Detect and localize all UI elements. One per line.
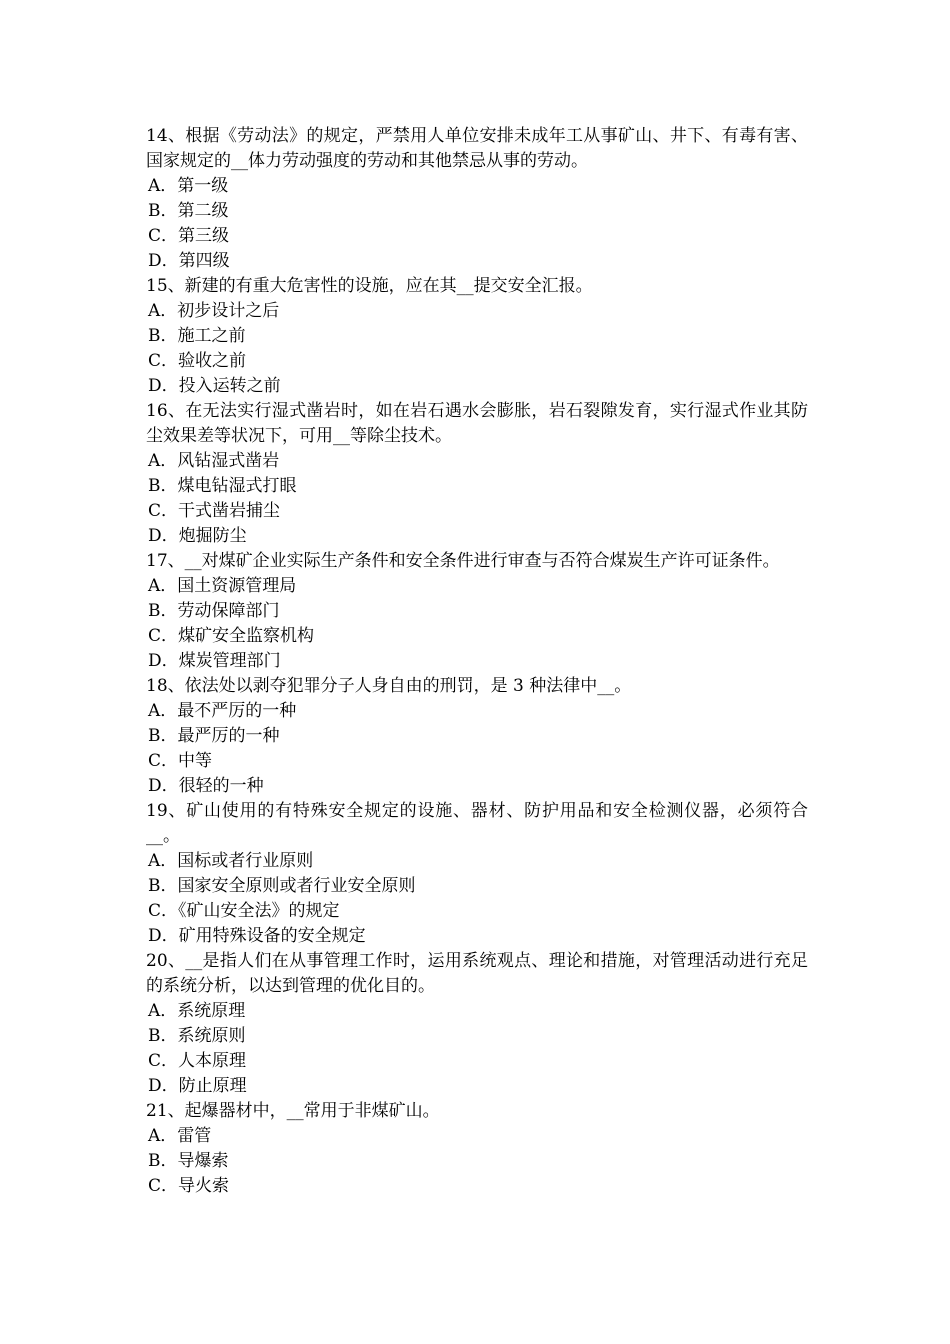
option-d: D．矿用特殊设备的安全规定 [148,926,366,946]
question-17 [146,549,808,674]
option-b: B．劳动保障部门 [148,601,280,621]
option-d: D．煤炭管理部门 [148,651,281,671]
option-a: A．初步设计之后 [148,301,280,321]
option-a: A．国土资源管理局 [148,576,297,596]
option-b: B．导爆索 [148,1151,229,1171]
option-a: A．第一级 [148,176,229,196]
option-a: A．风钻湿式凿岩 [148,451,280,471]
option-c: C．中等 [148,751,213,771]
question-20 [146,949,808,1099]
option-a: A．系统原理 [148,1001,246,1021]
option-c: C．验收之前 [148,351,247,371]
question-text: 15、新建的有重大危害性的设施，应在其__提交安全汇报。 [146,276,593,296]
option-d: D．炮掘防尘 [148,526,247,546]
question-15 [146,274,808,399]
question-text: 18、依法处以剥夺犯罪分子人身自由的刑罚，是 3 种法律中__。 [146,676,632,696]
option-b: B．国家安全原则或者行业安全原则 [148,876,416,896]
question-21 [146,1099,808,1199]
option-a: A．最不严厉的一种 [148,701,297,721]
option-b: B．最严厉的一种 [148,726,280,746]
option-c: C．导火索 [148,1176,230,1196]
option-d: D．投入运转之前 [148,376,281,396]
option-c: C．煤矿安全监察机构 [148,626,315,646]
question-text: 14、根据《劳动法》的规定，严禁用人单位安排未成年工从事矿山、井下、有毒有害、国家规定的__体力劳动强度的劳动和其他禁忌从事的劳动。 [146,126,808,171]
option-c: C．干式凿岩捕尘 [148,501,281,521]
question-text: 16、在无法实行湿式凿岩时，如在岩石遇水会膨胀，岩石裂隙发育，实行湿式作业其防尘效果差等状况下，可用__等除尘技术。 [146,401,808,446]
question-18 [146,674,808,799]
question-14 [146,124,808,274]
option-d: D．很轻的一种 [148,776,264,796]
option-b: B．煤电钻湿式打眼 [148,476,297,496]
question-19 [146,799,808,949]
question-text: 21、起爆器材中，__常用于非煤矿山。 [146,1101,440,1121]
option-d: D．防止原理 [148,1076,247,1096]
option-b: B．施工之前 [148,326,246,346]
option-d: D．第四级 [148,251,230,271]
option-c: C．第三级 [148,226,230,246]
question-text: 19、矿山使用的有特殊安全规定的设施、器材、防护用品和安全检测仪器，必须符合__。 [146,801,808,846]
option-a: A．雷管 [148,1126,212,1146]
question-16 [146,399,808,549]
option-b: B．系统原则 [148,1026,246,1046]
option-a: A．国标或者行业原则 [148,851,314,871]
option-c: C．《矿山安全法》的规定 [148,901,340,921]
question-list [146,124,808,1199]
question-text: 17、__对煤矿企业实际生产条件和安全条件进行审查与否符合煤炭生产许可证条件。 [146,551,780,571]
option-b: B．第二级 [148,201,229,221]
option-c: C．人本原理 [148,1051,247,1071]
question-text: 20、__是指人们在从事管理工作时，运用系统观点、理论和措施，对管理活动进行充足的系统分析，以达到管理的优化目的。 [146,951,808,996]
